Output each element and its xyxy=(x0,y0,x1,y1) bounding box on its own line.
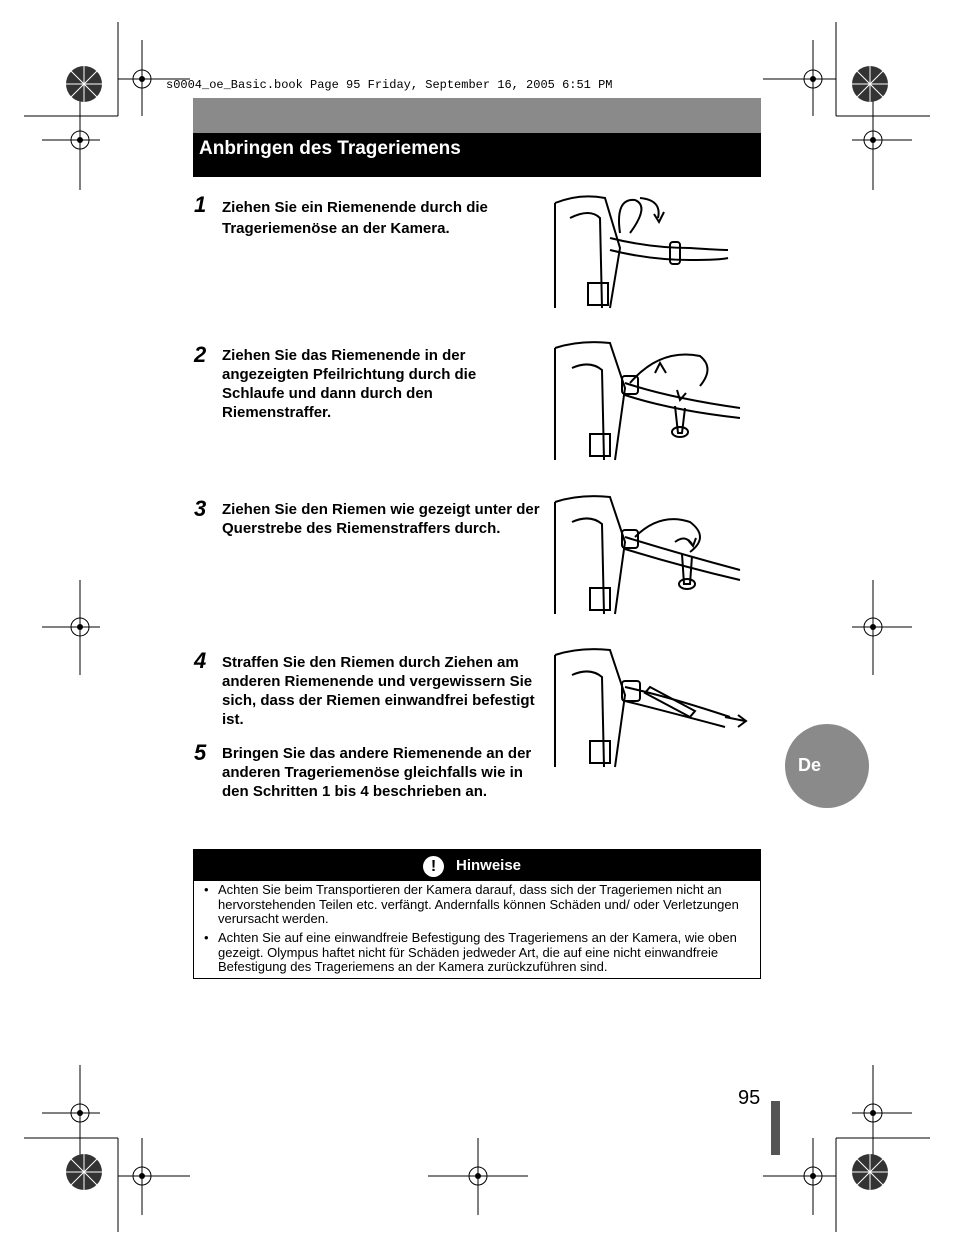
strap-illustration-step-4 xyxy=(550,645,750,770)
strap-illustration-step-1 xyxy=(550,188,750,313)
strap-illustration-step-3 xyxy=(550,492,750,617)
notes-box xyxy=(193,849,761,979)
step-text: Bringen Sie das andere Riemenende an der anderen Trageriemenöse gleichfalls wie in den Schritten 1 bis 4 beschrieben an. xyxy=(222,745,532,800)
section-title: Anbringen des Trageriemens xyxy=(199,138,461,159)
language-tab-label: De xyxy=(798,755,822,775)
exclamation-icon: ! xyxy=(423,856,444,877)
step-number: 3 xyxy=(194,496,207,521)
step-number: 5 xyxy=(194,740,207,765)
section-title-bar xyxy=(193,133,761,177)
note-item xyxy=(204,883,744,927)
notes-header xyxy=(194,850,760,881)
bullet-icon: • xyxy=(204,930,209,945)
strap-illustration-step-2 xyxy=(550,338,750,463)
language-tab xyxy=(785,724,869,808)
step-number: 2 xyxy=(194,342,207,367)
step-number: 4 xyxy=(194,648,207,673)
step-number: 1 xyxy=(194,192,207,217)
step-text: Ziehen Sie den Riemen wie gezeigt unter der Querstrebe des Riemenstraffers durch. xyxy=(222,501,540,537)
header-band xyxy=(193,98,761,133)
page-number: 95 xyxy=(738,1087,761,1109)
print-slug: s0004_oe_Basic.book Page 95 Friday, September 16, 2005 6:51 PM xyxy=(166,78,613,92)
notes-title: Hinweise xyxy=(456,857,522,874)
step-text: Ziehen Sie ein Riemenende durch die Trageriemenöse an der Kamera. xyxy=(222,199,488,237)
step-text: Ziehen Sie das Riemenende in der angezeigten Pfeilrichtung durch die Schlaufe und dann durch den Riemenstraffer. xyxy=(222,347,477,421)
note-text: Achten Sie beim Transportieren der Kamera darauf, dass sich der Trageriemen nicht an hervorstehenden Teilen etc. verfängt. Andernfalls können Schäden und/ oder Verletzungen verursacht werden. xyxy=(218,882,739,926)
step-text: Straffen Sie den Riemen durch Ziehen am anderen Riemenende und vergewissern Sie sich, dass der Riemen einwandfrei befestigt ist. xyxy=(222,654,535,728)
note-item xyxy=(204,931,744,975)
thumb-index-bar xyxy=(771,1101,780,1155)
note-text: Achten Sie auf eine einwandfreie Befestigung des Trageriemens an der Kamera, wie oben gezeigt. Olympus haftet nicht für Schäden jedweder Art, die auf eine nicht einwandfreie Befestigung des Trageriemens an der Kamera zurückzuführen sind. xyxy=(218,930,737,974)
bullet-icon: • xyxy=(204,882,209,897)
